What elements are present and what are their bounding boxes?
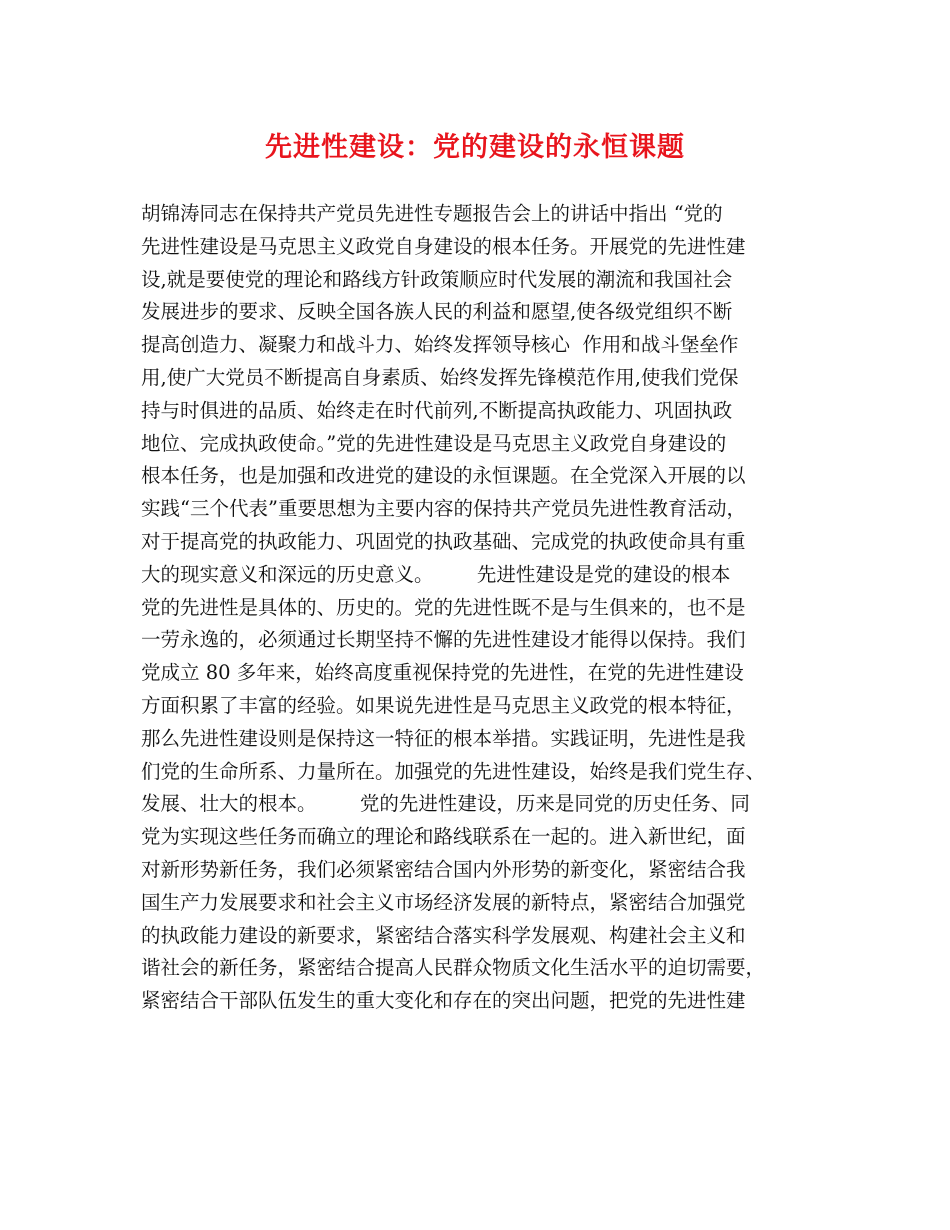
text-line: 大的现实意义和深远的历史意义。 先进性建设是党的建设的根本 <box>141 562 731 586</box>
text-line: 党为实现这些任务而确立的理论和路线联系在一起的。进入新世纪，面 <box>141 825 746 849</box>
text-line: 发展进步的要求、反映全国各族人民的利益和愿望,使各级党组织不断 <box>141 300 733 324</box>
text-line: 实践“三个代表”重要思想为主要内容的保持共产党员先进性教育活动， <box>141 497 746 521</box>
text-line: 的执政能力建设的新要求，紧密结合落实科学发展观、构建社会主义和 <box>141 923 746 947</box>
text-line: 一劳永逸的，必须通过长期坚持不懈的先进性建设才能得以保持。我们 <box>141 628 746 652</box>
text-line: 紧密结合干部队伍发生的重大变化和存在的突出问题，把党的先进性建 <box>141 989 746 1013</box>
text-line: 根本任务，也是加强和改进党的建设的永恒课题。在全党深入开展的以 <box>141 464 746 488</box>
document-title: 先进性建设：党的建设的永恒课题 <box>265 132 685 163</box>
text-line: 用,使广大党员不断提高自身素质、始终发挥先锋模范作用,使我们党保 <box>141 365 739 389</box>
text-line: 党成立 80 多年来，始终高度重视保持党的先进性，在党的先进性建设 <box>141 661 744 685</box>
text-line: 对于提高党的执政能力、巩固党的执政基础、完成党的执政使命具有重 <box>141 529 746 553</box>
text-line: 对新形势新任务，我们必须紧密结合国内外形势的新变化，紧密结合我 <box>141 857 746 881</box>
text-line: 设,就是要使党的理论和路线方针政策顺应时代发展的潮流和我国社会 <box>141 267 733 291</box>
text-line: 地位、完成执政使命。”党的先进性建设是马克思主义政党自身建设的 <box>141 431 727 455</box>
text-line: 胡锦涛同志在保持共产党员先进性专题报告会上的讲话中指出 “党的 <box>141 202 723 225</box>
text-line: 方面积累了丰富的经验。如果说先进性是马克思主义政党的根本特征， <box>141 693 746 717</box>
text-line: 党的先进性是具体的、历史的。党的先进性既不是与生俱来的，也不是 <box>141 595 746 619</box>
text-line: 那么先进性建设则是保持这一特征的根本举措。实践证明，先进性是我 <box>141 726 746 750</box>
text-line: 提高创造力、凝聚力和战斗力、始终发挥领导核心 作用和战斗堡垒作 <box>141 333 739 357</box>
text-line: 持与时俱进的品质、始终走在时代前列,不断提高执政能力、巩固执政 <box>141 398 733 422</box>
text-line: 谐社会的新任务，紧密结合提高人民群众物质文化生活水平的迫切需要， <box>141 956 766 980</box>
text-line: 先进性建设是马克思主义政党自身建设的根本任务。开展党的先进性建 <box>141 234 746 258</box>
body-paragraph <box>141 198 841 1018</box>
text-line: 国生产力发展要求和社会主义市场经济发展的新特点，紧密结合加强党 <box>141 890 746 914</box>
text-line: 发展、壮大的根本。 党的先进性建设，历来是同党的历史任务、同 <box>141 792 750 816</box>
text-line: 们党的生命所系、力量所在。加强党的先进性建设，始终是我们党生存、 <box>141 759 766 783</box>
